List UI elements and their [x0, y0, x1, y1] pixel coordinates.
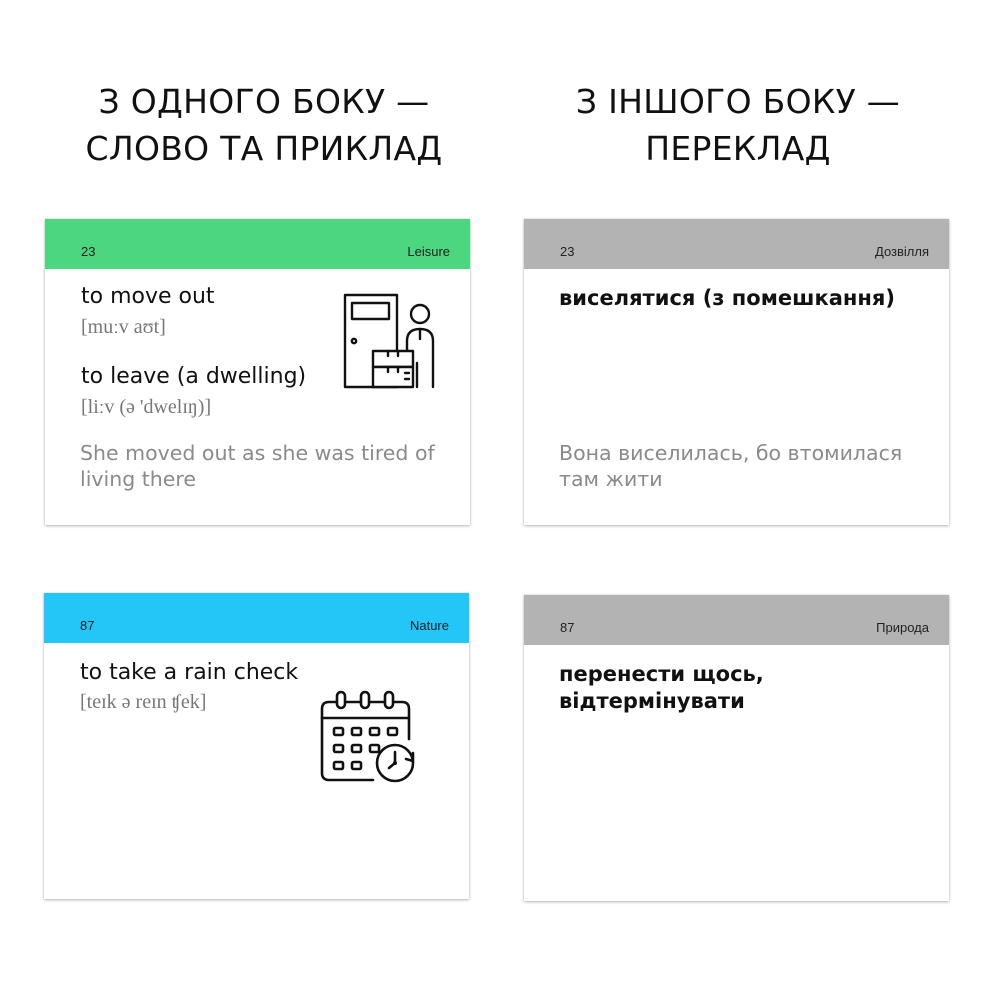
flashcard-back-87[interactable]: [524, 595, 949, 901]
card-number: 87: [80, 618, 95, 633]
card-translation: виселятися (з помешкання): [559, 286, 895, 310]
card-term: to take a rain check: [80, 660, 299, 685]
card-header: [524, 219, 949, 269]
flashcard-front-87[interactable]: [44, 593, 469, 899]
card-term: to move out: [81, 284, 215, 309]
calendar-clock-icon: [319, 689, 419, 794]
card-category: Дозвілля: [875, 244, 929, 259]
card-example: She moved out as she was tired of living there: [80, 441, 435, 491]
card-header: [45, 219, 470, 269]
card-number: 87: [560, 620, 575, 635]
card-category: Nature: [409, 618, 449, 633]
back-side-heading: [518, 78, 958, 172]
card-term-synonym: to leave (a dwelling): [81, 364, 307, 389]
card-translation: перенести щось, відтермінувати: [559, 662, 764, 713]
card-number: 23: [81, 244, 96, 259]
flashcard-back-23[interactable]: [524, 219, 949, 525]
back-side-heading-line-2: ПЕРЕКЛАД: [645, 129, 831, 168]
back-side-heading-line-1: З ІНШОГО БОКУ —: [575, 82, 901, 121]
flashcard-front-23[interactable]: [45, 219, 470, 525]
card-transcription: [teɪk ə reɪn ʧek]: [80, 691, 207, 713]
card-category: Leisure: [407, 244, 450, 259]
card-number: 23: [560, 244, 575, 259]
card-header: [524, 595, 949, 645]
card-category: Природа: [876, 620, 929, 635]
card-header: [44, 593, 469, 643]
card-transcription: [muːv aʊt]: [81, 316, 166, 338]
card-transcription-synonym: [liːv (ə 'dwelɪŋ)]: [81, 396, 212, 418]
front-side-heading-line-2: СЛОВО ТА ПРИКЛАД: [85, 129, 443, 168]
card-example-translation: Вона виселилась, бо втомилася там жити: [559, 441, 903, 491]
front-side-heading: [44, 78, 484, 172]
front-side-heading-line-1: З ОДНОГО БОКУ —: [98, 82, 430, 121]
moving-person-icon: [343, 293, 441, 396]
